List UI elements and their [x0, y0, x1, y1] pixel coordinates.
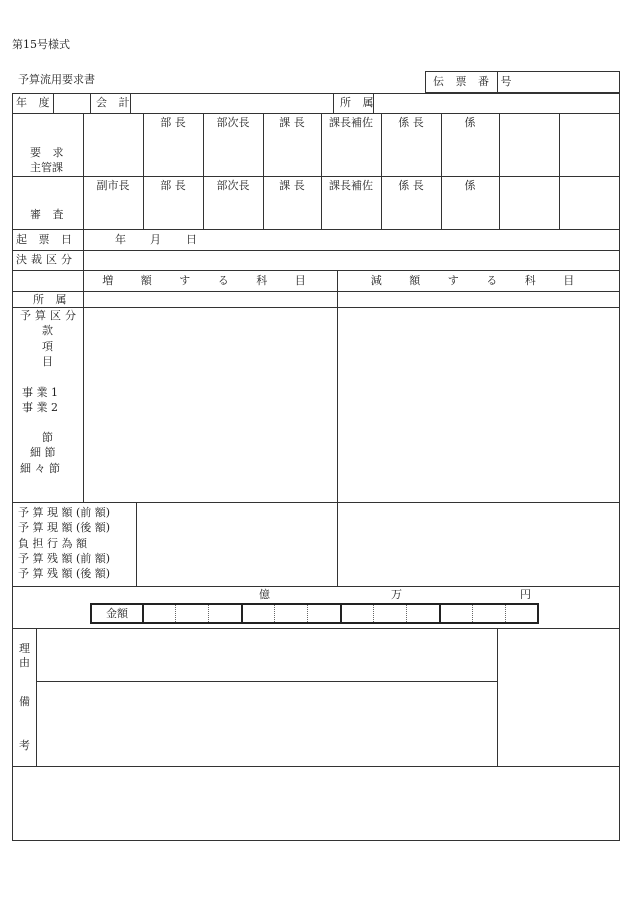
amount-digit-line [472, 605, 473, 622]
line-decision-bottom [12, 270, 620, 271]
review-role-0: 副市長 [96, 179, 130, 192]
request-role-2: 課 長 [279, 116, 305, 129]
request-role-0: 部 長 [160, 116, 186, 129]
class-label-6: 節 [42, 431, 53, 444]
line-reason-mid [36, 681, 497, 682]
line-v-decision [83, 250, 84, 270]
line-v-a6 [441, 113, 442, 229]
unit-oku: 億 [259, 588, 270, 601]
budget-label-0: 予 算 現 額 (前 額) [18, 506, 111, 519]
amount-sep-group [439, 603, 441, 624]
line-draft-bottom [12, 250, 620, 251]
line-v-dept2 [373, 93, 374, 113]
request-label: 要 求 [30, 146, 68, 159]
reason-label-2: 由 [19, 656, 30, 669]
draft-date-label: 起 票 日 [16, 233, 76, 246]
affiliation-label: 所 属 [340, 96, 378, 109]
remarks-label-2: 考 [19, 739, 30, 752]
line-v-a1 [143, 113, 144, 229]
line-v-reason [36, 628, 37, 766]
review-role-6: 係 [464, 179, 476, 192]
increase-header: 増 額 す る 科 目 [102, 274, 318, 287]
form-title: 予算流用要求書 [18, 73, 95, 86]
line-v-center [337, 270, 338, 586]
budget-label-2: 負 担 行 為 額 [18, 537, 87, 550]
unit-man: 万 [391, 588, 402, 601]
line-v-a8 [559, 113, 560, 229]
line-v-dept [333, 93, 334, 113]
request-role-5: 係 [464, 116, 476, 129]
class-label-5: 事 業 2 [22, 401, 58, 414]
account-label: 会 計 [96, 96, 134, 109]
class-label-3: 目 [42, 355, 53, 368]
line-bottom-area [12, 766, 620, 767]
amount-digit-line [406, 605, 407, 622]
line-reason-top [12, 628, 620, 629]
line-approval-mid [12, 176, 620, 177]
line-affil-bottom [12, 307, 620, 308]
remarks-label-1: 備 [19, 695, 30, 708]
line-v-a2 [203, 113, 204, 229]
amount-digit-line [307, 605, 308, 622]
class-label-1: 款 [42, 324, 53, 337]
request-role-1: 部次長 [216, 116, 250, 129]
request-dept-label: 主管課 [30, 161, 63, 174]
unit-yen: 円 [520, 588, 531, 601]
class-label-0: 予算区分 [20, 309, 80, 322]
affil-row-label: 所 属 [33, 293, 71, 306]
amount-digit-line [274, 605, 275, 622]
line-v-year [53, 93, 54, 113]
reason-label-1: 理 [19, 642, 30, 655]
amount-digit-line [505, 605, 506, 622]
review-role-4: 課長補佐 [329, 179, 373, 192]
amount-digit-line [175, 605, 176, 622]
review-label: 審 査 [30, 208, 68, 221]
review-role-2: 部次長 [216, 179, 250, 192]
draft-day-label: 日 [186, 233, 197, 246]
amount-digit-line [208, 605, 209, 622]
request-role-3: 課長補佐 [329, 116, 373, 129]
request-role-4: 係 長 [398, 116, 424, 129]
amount-sep-group [340, 603, 342, 624]
form-number: 第15号様式 [12, 38, 70, 51]
class-label-2: 項 [42, 340, 53, 353]
slip-number-label: 伝 票 番 号 [433, 75, 516, 88]
line-v-a0 [83, 113, 84, 229]
line-v-label-col [83, 270, 84, 502]
reason-field[interactable] [40, 632, 492, 678]
budget-label-4: 予 算 残 額 (後 額) [18, 567, 111, 580]
review-role-3: 課 長 [279, 179, 305, 192]
line-row1-bottom [12, 113, 620, 114]
amount-label: 金額 [106, 607, 128, 620]
decrease-header: 減 額 す る 科 目 [370, 274, 587, 287]
line-header-bottom [12, 291, 620, 292]
class-label-4: 事 業 1 [22, 386, 58, 399]
review-role-1: 部 長 [160, 179, 186, 192]
remarks-field[interactable] [40, 685, 492, 763]
line-v-draft [83, 229, 84, 250]
line-amount-top [12, 586, 620, 587]
line-v-account [90, 93, 91, 113]
line-v-a7 [499, 113, 500, 229]
budget-label-3: 予 算 残 額 (前 額) [18, 552, 111, 565]
class-label-7: 細 節 [30, 446, 56, 459]
decision-label: 決裁区分 [16, 253, 76, 266]
review-role-5: 係 長 [398, 179, 424, 192]
budget-label-1: 予 算 現 額 (後 額) [18, 521, 111, 534]
line-v-a4 [321, 113, 322, 229]
class-label-8: 細 々 節 [20, 462, 60, 475]
draft-month-label: 月 [150, 233, 161, 246]
line-approval-bottom [12, 229, 620, 230]
line-budget-top [12, 502, 620, 503]
line-v-a3 [263, 113, 264, 229]
line-v-a5 [381, 113, 382, 229]
amount-sep-label [142, 603, 144, 624]
line-v-budget [136, 502, 137, 586]
line-v-account2 [130, 93, 131, 113]
draft-year-label: 年 [115, 233, 126, 246]
line-v-reason-right [497, 628, 498, 766]
fiscal-year-label: 年 度 [16, 96, 54, 109]
amount-sep-group [241, 603, 243, 624]
amount-digit-line [373, 605, 374, 622]
